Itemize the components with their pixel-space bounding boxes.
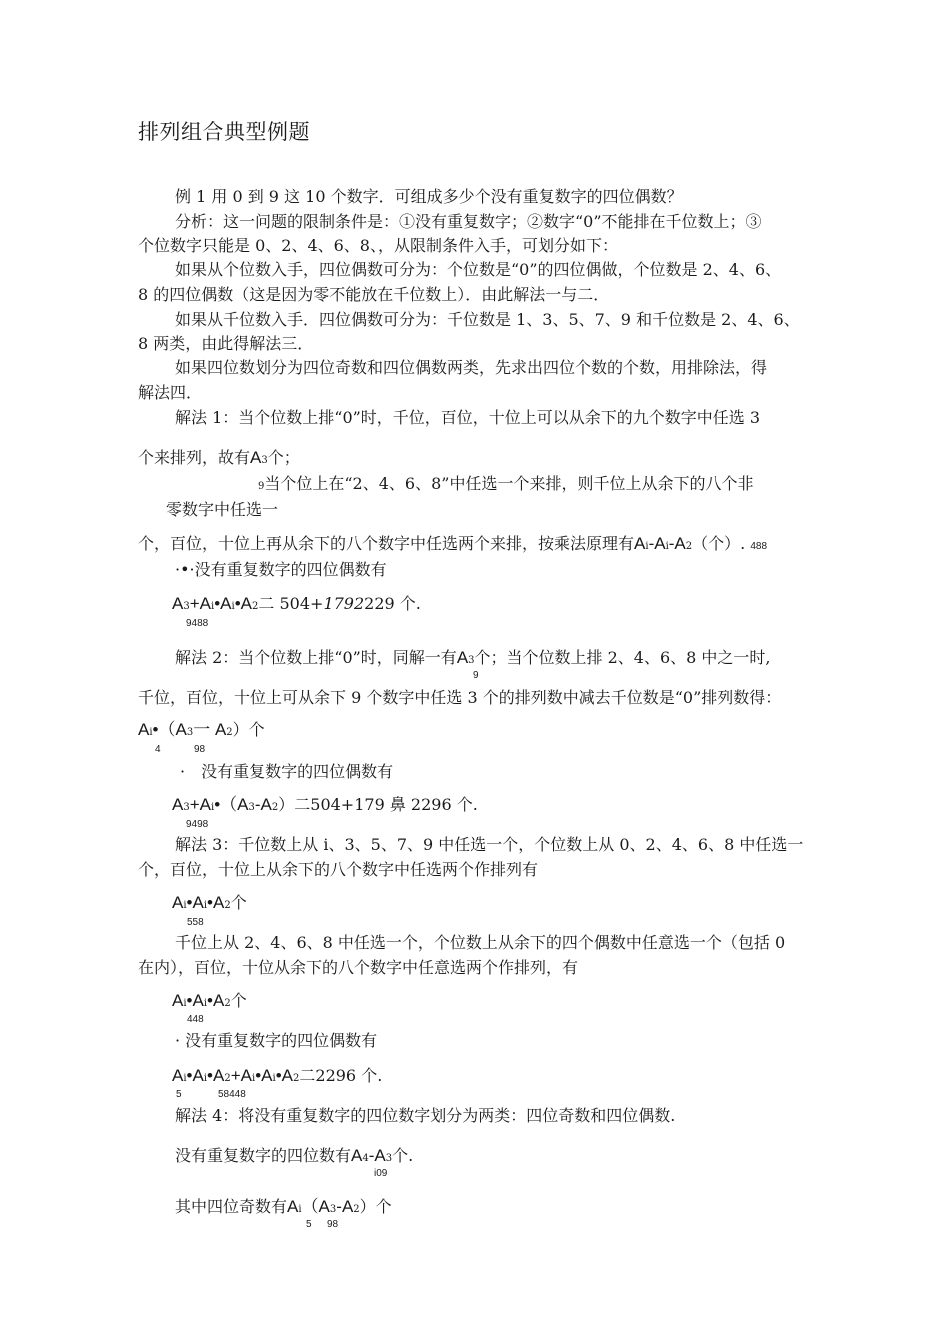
text-fragment: 个来排列，故有 (138, 448, 251, 467)
formula-index: 2 (293, 1073, 300, 1084)
solution-3-line-3: 千位上从 2、4、6、8 中任选一个，个位数上从余下的四个偶数中任意选一个（包括 0 (175, 933, 786, 952)
formula-index: i (211, 601, 215, 612)
formula-symbol: A (138, 720, 150, 739)
equals-sign: 二 (299, 1066, 316, 1085)
formula-index: 2 (685, 541, 693, 552)
text-fragment: 2296 个. (315, 1066, 383, 1085)
formula-symbol: A (287, 1197, 299, 1216)
text-fragment: 个，百位，十位上再从余下的八个数字中任选两个来排，按乘法原理有 (138, 534, 635, 553)
solution-3-formula-2 (172, 991, 247, 1014)
formula-subscripts: 448 (187, 1014, 204, 1025)
formula-index: 3 (248, 802, 255, 813)
text-fragment: 个 (230, 893, 247, 912)
solution-3-line-4: 在内），百位，十位从余下的八个数字中任意选两个作排列，有 (138, 958, 579, 977)
text-fragment: 个；当个位数上排 2、4、6、8 中之一时, (474, 648, 771, 667)
text-fragment: 个 (230, 991, 247, 1010)
text-fragment: 1792 (323, 594, 365, 613)
text-fragment: 229 个. (364, 594, 421, 613)
solution-2-line-3: · 没有重复数字的四位偶数有 (180, 762, 394, 781)
text-fragment: 其中四位奇数有 (175, 1197, 288, 1216)
analysis-line-2: 个位数字只能是 0、2、4、6、8、，从限制条件入手，可划分如下： (138, 236, 618, 255)
formula-index: 3 (329, 1204, 337, 1215)
analysis-line-1: 分析：这一问题的限制条件是：①没有重复数字；②数字“0”不能排在千位数上；③ (175, 212, 762, 231)
formula-index: i (211, 802, 215, 813)
formula-index: i (298, 1204, 302, 1215)
formula-index: i (183, 900, 187, 911)
formula-subscripts: 4 (155, 744, 161, 755)
formula-subscripts: 98 (194, 744, 206, 755)
formula-symbol: •A (186, 991, 204, 1010)
text-fragment: （个）. (692, 534, 746, 553)
formula-index: 2 (224, 998, 231, 1009)
formula-symbol: •A (207, 1066, 225, 1085)
analysis-line-7: 如果四位数划分为四位奇数和四位偶数两类，先求出四位个数的个数，用排除法，得 (175, 358, 768, 377)
formula-index: i (252, 1073, 256, 1084)
formula-index: i (645, 541, 649, 552)
text-fragment: 个. (392, 1146, 414, 1165)
formula-symbol: -A (254, 795, 272, 814)
formula-index: 2 (224, 1073, 231, 1084)
example-question: 例 1 用 0 到 9 这 10 个数字．可组成多少个没有重复数字的四位偶数？ (175, 187, 683, 206)
formula-index: i (203, 998, 208, 1009)
solution-1-line-5 (138, 534, 767, 557)
solution-1-line-3 (258, 474, 753, 497)
text-fragment: 解法 2：当个位数上排“0”时，同解一有 (175, 648, 457, 667)
formula-symbol: •A (275, 1066, 293, 1085)
solution-2-formula-2 (172, 795, 478, 818)
formula-index: i (231, 601, 235, 612)
formula-symbol: •A (207, 893, 225, 912)
formula-index: i (203, 1073, 208, 1084)
formula-symbol: A (172, 1066, 184, 1085)
formula-symbol: A (456, 648, 469, 667)
formula-symbol: •A (186, 1066, 204, 1085)
solution-1-line-6: ·•·没有重复数字的四位偶数有 (175, 560, 387, 579)
solution-1-formula (172, 594, 421, 617)
formula-index: i (272, 1073, 276, 1084)
formula-symbol: •（A (152, 720, 187, 739)
formula-symbol: •A (234, 594, 252, 613)
formula-symbol: -A (336, 1197, 354, 1216)
solution-3-formula-3 (172, 1066, 382, 1089)
formula-symbol: -A (668, 534, 686, 553)
equals-sign: ）二 (278, 795, 311, 814)
formula-index: i (149, 727, 153, 738)
formula-subscripts: i09 (374, 1168, 388, 1179)
analysis-line-4: 8 的四位偶数（这是因为零不能放在千位数上）．由此解法一与二． (138, 285, 610, 304)
text-fragment: ）个 (359, 1197, 392, 1216)
formula-index: 2 (224, 900, 231, 911)
page-title: 排列组合典型例题 (138, 120, 310, 144)
formula-index: 3 (183, 802, 190, 813)
formula-index: 2 (271, 802, 279, 813)
formula-symbol: +A (189, 594, 211, 613)
formula-subscripts: 558 (187, 917, 204, 928)
formula-subscripts: 58448 (218, 1089, 246, 1100)
analysis-line-6: 8 两类，由此得解法三． (138, 334, 314, 353)
formula-index: 3 (385, 1153, 393, 1164)
text-fragment: ）个 (232, 720, 265, 739)
equals-sign: 二 (258, 594, 275, 613)
formula-subscripts: 5 (176, 1089, 182, 1100)
formula-index: 3 (468, 655, 475, 666)
formula-symbol: A (634, 534, 646, 553)
formula-index: i (183, 1073, 187, 1084)
formula-symbol: +A (189, 795, 211, 814)
analysis-line-3: 如果从个位数入手，四位偶数可分为：个位数是“0”的四位偶做，个位数是 2、4、6、 (175, 260, 782, 279)
formula-symbol: •（A (214, 795, 249, 814)
formula-symbol: 一 A (193, 720, 227, 739)
formula-symbol: -A (648, 534, 666, 553)
formula-index: i (203, 900, 208, 911)
formula-symbol: A (250, 448, 262, 467)
text-fragment: 504+ (279, 594, 324, 613)
analysis-line-8: 解法四． (138, 383, 203, 402)
formula-subscripts: 9488 (186, 618, 209, 629)
solution-1-line-2 (138, 448, 300, 471)
formula-subscripts: 5 (306, 1219, 312, 1230)
formula-subscripts: 98 (327, 1219, 339, 1230)
solution-3-line-1: 解法 3：千位数上从 i、3、5、7、9 中任选一个，个位数上从 0、2、4、6、8 中任选一 (175, 835, 804, 854)
formula-index: 3 (186, 727, 194, 738)
text-fragment: 没有重复数字的四位数有 (175, 1146, 352, 1165)
formula-index: 2 (226, 727, 233, 738)
text-fragment: 当个位上在“2、4、6、8”中任选一个来排，则千位上从余下的八个非 (264, 474, 754, 493)
formula-subscripts: 488 (750, 541, 768, 552)
formula-symbol: •A (186, 893, 204, 912)
text-fragment: 504+179 鼻 2296 个. (310, 795, 478, 814)
formula-symbol: A (172, 991, 184, 1010)
formula-symbol: A (172, 594, 184, 613)
formula-symbol: A (172, 893, 184, 912)
formula-symbol: A (172, 795, 184, 814)
formula-index: 2 (353, 1204, 360, 1215)
formula-symbol: A (351, 1146, 363, 1165)
solution-4-line-3 (175, 1197, 392, 1220)
solution-3-line-2: 个，百位，十位上从余下的八个数字中任选两个作排列有 (138, 860, 539, 879)
formula-subscripts: 9498 (186, 819, 209, 830)
solution-1-line-1: 解法 1：当个位数上排“0”时，千位，百位，十位上可以从余下的九个数字中任选 3 (175, 408, 761, 427)
formula-index: i (665, 541, 669, 552)
formula-symbol: •A (255, 1066, 273, 1085)
formula-subscripts: 9 (473, 670, 479, 681)
formula-index: 3 (183, 601, 190, 612)
solution-4-line-1: 解法 4：将没有重复数字的四位数字划分为两类：四位奇数和四位偶数. (175, 1106, 676, 1125)
formula-symbol: +A (230, 1066, 252, 1085)
formula-index: 2 (252, 601, 259, 612)
formula-index: 3 (261, 455, 268, 466)
formula-index: 4 (362, 1153, 369, 1164)
solution-2-line-2: 千位，百位，十位上可从余下 9 个数字中任选 3 个的排列数中减去千位数是“0”排列数得： (138, 688, 782, 707)
formula-index: 9 (258, 481, 265, 492)
solution-3-formula-1 (172, 893, 247, 916)
solution-1-line-4: 零数字中任选一 (166, 500, 279, 519)
solution-3-line-5: · 没有重复数字的四位偶数有 (175, 1031, 378, 1050)
formula-index: i (183, 998, 187, 1009)
formula-symbol: （A (301, 1197, 330, 1216)
formula-symbol: •A (214, 594, 232, 613)
formula-symbol: •A (207, 991, 225, 1010)
formula-symbol: -A (368, 1146, 386, 1165)
text-fragment: 个； (267, 448, 300, 467)
analysis-line-5: 如果从千位数入手．四位偶数可分为：千位数是 1、3、5、7、9 和千位数是 2、4、6、 (175, 310, 800, 329)
